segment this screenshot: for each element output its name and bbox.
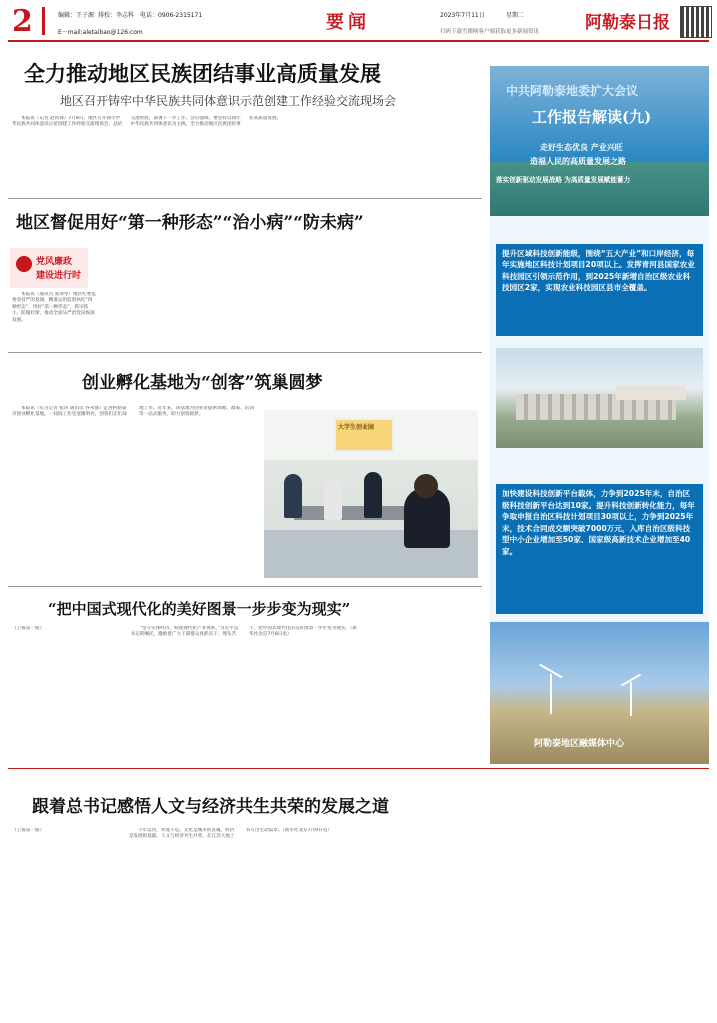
issue-weekday: 星期二 xyxy=(506,12,525,19)
article-modernization xyxy=(8,590,482,764)
party-emblem-icon xyxy=(16,256,32,272)
wind-farm-image xyxy=(490,622,709,764)
article4-body xyxy=(12,626,478,762)
email-address: E－mail:aletaibao@126.com xyxy=(58,29,143,36)
article3-lead: 本报讯（实习记者 张涛 通讯员 谷永强）走进阿勒泰市创业孵化基地，一间间工作室宽敞明亮，创客们正忙碌地工作。近年来，该基地为创业者提供场地、政策、培训等一站式服务，助力创客圆梦。 xyxy=(12,406,254,418)
sidebar-box2 xyxy=(496,484,703,614)
banner-line1: 中共阿勒泰地委扩大会议 xyxy=(506,84,639,98)
badge-line1: 党风廉政 xyxy=(36,257,73,267)
article2-body xyxy=(104,242,478,348)
article3-body xyxy=(12,406,258,582)
box2-text: 加快建设科技创新平台载体，力争到2025年末，自治区级科技创新平台达到10家。提升科技创新转化能力，每年争取申报自治区科技计划项目30项以上，力争到2025年末，技术合同成交额突破7000万元，入库自治区级科技型中小企业增加至50家、国家级高新技术企业增加至40家。 xyxy=(502,489,695,556)
article1-lead: 本报讯（记者 赵铁锋）7月8日，地区召开铸牢中华民族共同体意识示范创建工作经验交流现场会，总结交流经验，部署下一步工作。会议强调，要坚持以铸牢中华民族共同体意识为主线，全力推动地区民族团结事业高质量发展。 xyxy=(12,116,282,128)
sidebar-banner xyxy=(490,66,709,216)
sidebar-box1 xyxy=(496,244,703,336)
article-main-headline xyxy=(8,48,482,196)
article-supervision xyxy=(8,202,482,350)
editor-credit: 编辑：王子源 xyxy=(58,12,95,19)
article4-lead: “坚守实体经济，构建现代化产业体系。”习近平总书记的嘱托，激励着广大干部群众真抓实干、埋头苦干，把中国式现代化的美好图景一步步变为现实。（新华社北京7月8日电） xyxy=(130,626,357,638)
city-aerial-image xyxy=(496,348,703,448)
banner-line3: 走好生态优良 产业兴旺 xyxy=(540,143,623,152)
qr-caption: 扫码下载雪都喀客户端获取更多新闻资讯 xyxy=(440,29,540,35)
article5-source: （上接第一版） xyxy=(12,828,45,833)
qr-code-icon[interactable] xyxy=(680,6,712,38)
badge-line2: 建设进行时 xyxy=(36,271,82,281)
office-photo xyxy=(264,410,478,578)
article-incubator xyxy=(8,356,482,584)
masthead xyxy=(0,0,717,44)
issue-date: 2023年7月11日 xyxy=(440,12,485,19)
sidebar-science-report xyxy=(490,66,709,764)
article5-lead: 千年运河，奔流不息。文化是城市的灵魂，经济是发展的基础。人文与经济共生共荣，在江苏大地上书写出生动篇章。（新华社北京7月9日电） xyxy=(128,828,332,840)
article-culture-economy xyxy=(8,772,709,1020)
article2-lead: 本报讯（通讯员 张冰琴）地区纪委监委坚持严的基调，精准运用监督执纪“四种形态”，用好“第一种形态”，抓早抓小、防微杜渐，推动全面从严治党向纵深发展。 xyxy=(12,292,96,323)
media-center-credit: 阿勒泰地区融媒体中心 xyxy=(534,739,625,749)
article1-title: 全力推动地区民族团结事业高质量发展 xyxy=(24,61,381,86)
article4-source: （上接第一版） xyxy=(12,626,45,631)
phone-number: 电话：0906-2315171 xyxy=(140,12,203,19)
article3-title: 创业孵化基地为“创客”筑巢圆梦 xyxy=(82,373,323,393)
article2-body-col1 xyxy=(12,292,96,348)
layout-credit: 排校：李志科 xyxy=(98,12,135,19)
banner-line2: 工作报告解读(九) xyxy=(532,108,652,126)
article1-subtitle: 地区召开铸牢中华民族共同体意识示范创建工作经验交流现场会 xyxy=(60,94,397,108)
article1-body xyxy=(12,116,478,194)
banner-line4: 造福人民的高质量发展之路 xyxy=(530,157,626,166)
party-badge xyxy=(10,248,88,288)
photo-sign: 大学生创业园 xyxy=(338,424,375,431)
article5-title: 跟着总书记感悟人文与经济共生共荣的发展之道 xyxy=(32,797,389,817)
article2-title: 地区督促用好“第一种形态”“治小病”“防未病” xyxy=(16,213,364,233)
box1-text: 提升区域科技创新能级，围绕“五大产业”和口岸经济，每年实施地区科技计划项目20项以上。发挥青河县国家农业科技园区引领示范作用，到2025年新增自治区级农业科技园区2家，实现农业科技园区县市全覆盖。 xyxy=(502,249,695,293)
banner-line5: 落实创新驱动发展战略 为高质量发展赋能蓄力 xyxy=(496,176,631,184)
paper-name-logo: 阿勒泰日报 xyxy=(585,13,670,33)
page-number: 2 xyxy=(12,4,33,39)
section-title: 要闻 xyxy=(326,12,370,33)
article5-body xyxy=(12,828,705,1018)
article4-title: “把中国式现代化的美好图景一步步变为现实” xyxy=(48,600,351,618)
